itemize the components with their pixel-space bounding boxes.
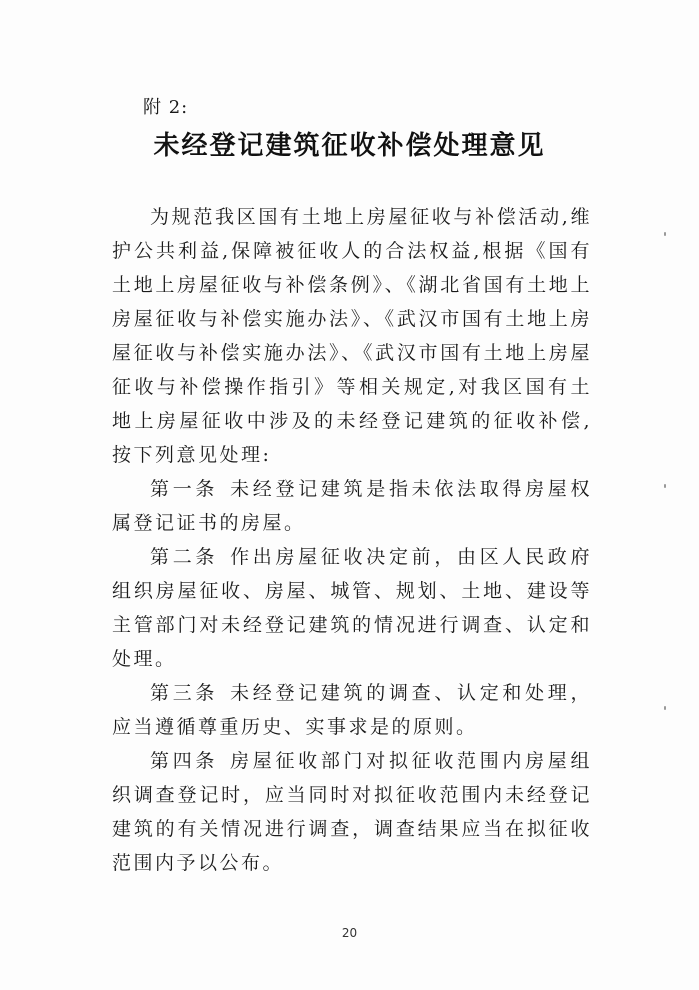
page-number: 20 — [341, 926, 358, 940]
document-title: 未经登记建筑征收补偿处理意见 — [153, 131, 546, 161]
article-3-text: 未经登记建筑的调查、认定和处理，应当遵循尊重历史、实事求是的原则。 — [112, 682, 592, 738]
article-1 — [112, 472, 592, 540]
article-4-text: 房屋征收部门对拟征收范围内房屋组织调查登记时，应当同时对拟征收范围内未经登记建筑的有关情况进行调查，调查结果应当在拟征收范围内予以公布。 — [112, 750, 592, 874]
article-2-label: 第二条 — [150, 546, 219, 568]
article-4-label: 第四条 — [150, 750, 219, 772]
scan-speck — [664, 232, 666, 236]
scan-speck — [664, 706, 666, 710]
document-body — [112, 200, 592, 880]
article-4 — [112, 744, 592, 880]
article-3 — [112, 676, 592, 744]
article-3-label: 第三条 — [150, 682, 219, 704]
preamble-paragraph: 为规范我区国有土地上房屋征收与补偿活动,维护公共利益,保障被征收人的合法权益,根据《国有土地上房屋征收与补偿条例》、《湖北省国有土地上房屋征收与补偿实施办法》、《武汉市国有土地上房屋征收与补偿实施办法》、《武汉市国有土地上房屋征收与补偿操作指引》等相关规定,对我区国有土地上房屋征收中涉及的未经登记建筑的征收补偿,按下列意见处理: — [112, 206, 592, 466]
scan-speck — [664, 484, 666, 488]
article-2-text: 作出房屋征收决定前，由区人民政府组织房屋征收、房屋、城管、规划、土地、建设等主管部门对未经登记建筑的情况进行调查、认定和处理。 — [112, 546, 592, 670]
article-1-text: 未经登记建筑是指未依法取得房屋权属登记证书的房屋。 — [112, 478, 592, 534]
article-2 — [112, 540, 592, 676]
annex-label: 附 2: — [143, 97, 189, 118]
article-1-label: 第一条 — [150, 478, 219, 500]
